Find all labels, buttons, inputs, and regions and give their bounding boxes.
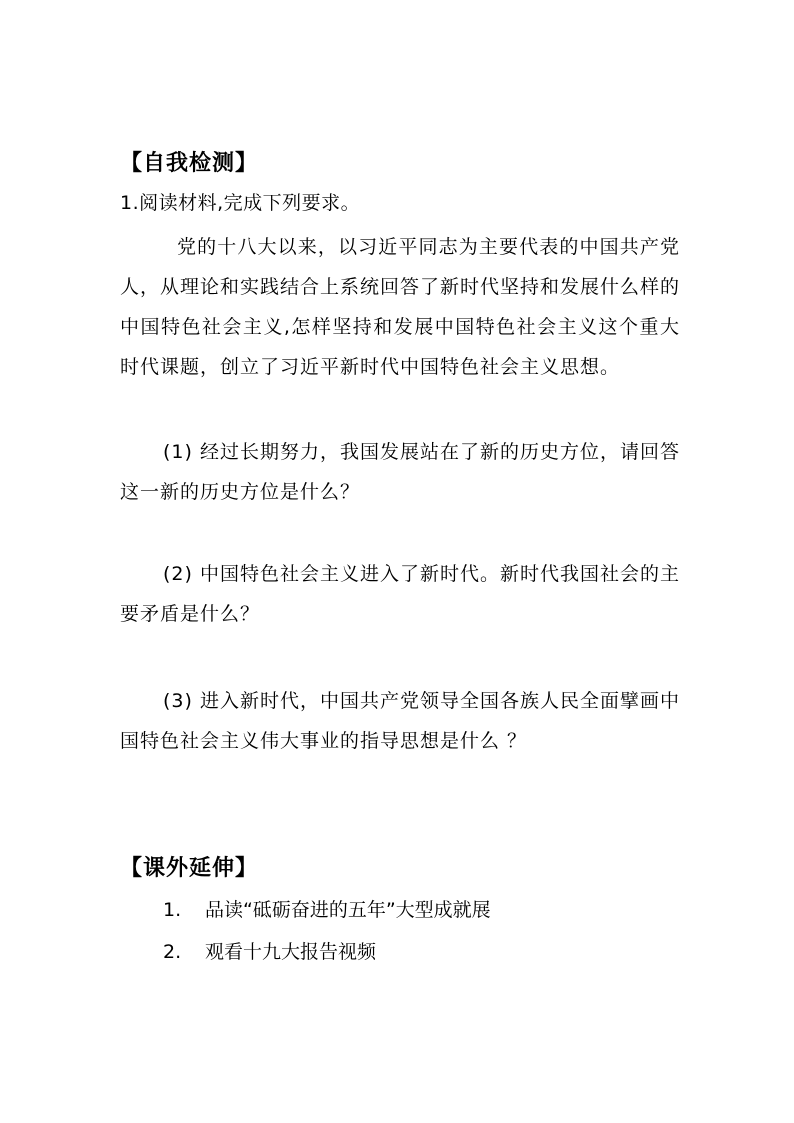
extension-item-2 xyxy=(163,937,376,964)
task-instruction: 1.阅读材料,完成下列要求。 xyxy=(120,192,361,214)
question-text: 中国特色社会主义进入了新时代。新时代我国社会的主要矛盾是什么？ xyxy=(120,563,680,625)
material-paragraph: 党的十八大以来，以习近平同志为主要代表的中国共产党人，从理论和实践结合上系统回答了新时代坚持和发展什么样的中国特色社会主义,怎样坚持和发展中国特色社会主义这个重大时代课题，创立了习近平新时代中国特色社会主义思想。 xyxy=(120,236,681,378)
question-2 xyxy=(120,554,680,634)
question-number: (2) xyxy=(163,563,193,585)
question-text: 进入新时代，中国共产党领导全国各族人民全面擘画中国特色社会主义伟大事业的指导思想是什么 ？ xyxy=(120,690,680,752)
extension-item-text: 观看十九大报告视频 xyxy=(205,941,377,963)
question-text: 经过长期努力，我国发展站在了新的历史方位，请回答这一新的历史方位是什么？ xyxy=(120,441,680,503)
extension-item-number: 1. xyxy=(163,899,182,921)
question-number: (3) xyxy=(163,690,193,712)
extension-item-number: 2. xyxy=(163,941,182,963)
extension-heading: 【课外延伸】 xyxy=(120,856,259,881)
extension-item-text: 品读“砥砺奋进的五年”大型成就展 xyxy=(205,899,491,921)
question-1 xyxy=(120,432,680,512)
question-3 xyxy=(120,681,680,761)
self-check-heading: 【自我检测】 xyxy=(120,151,259,176)
extension-item-1 xyxy=(163,895,491,922)
question-number: (1) xyxy=(163,441,193,463)
